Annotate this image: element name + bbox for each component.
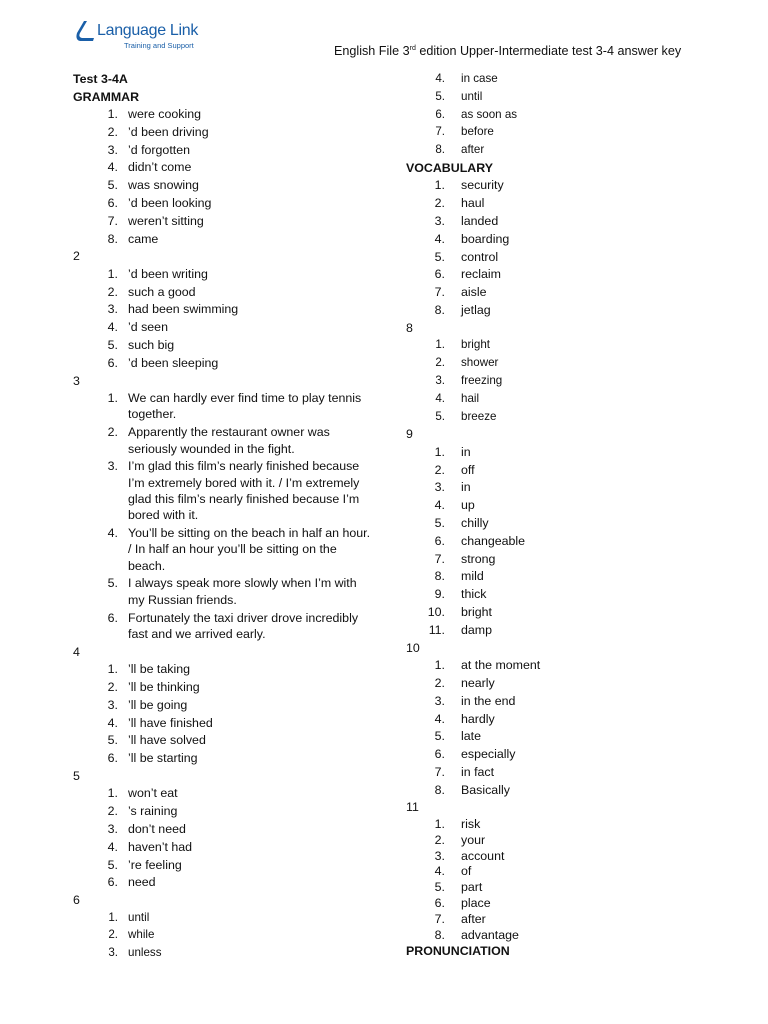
test-title: Test 3-4A [73, 72, 128, 86]
list-item [406, 568, 736, 584]
answer-text: up [461, 498, 475, 513]
answer-text: jetlag [461, 303, 491, 318]
answer-text: Basically [461, 782, 510, 797]
item-number: 7. [435, 125, 445, 139]
right-column [406, 71, 736, 961]
item-number: 7. [434, 551, 445, 566]
item-number: 5. [435, 409, 445, 423]
item-number: 2. [107, 679, 118, 694]
answer-list [73, 266, 373, 371]
answer-text: You’ll be sitting on the beach in half an hour. / In half an hour you’ll be sitting on the beach. [128, 526, 371, 573]
answer-text: late [461, 729, 481, 744]
answer-text: account [461, 848, 505, 863]
item-number: 6. [434, 895, 445, 910]
answer-text: boarding [461, 231, 510, 246]
answer-text: were cooking [128, 107, 202, 121]
item-number: 3. [107, 697, 118, 712]
item-number: 1. [435, 338, 445, 352]
answer-text: won’t eat [128, 786, 178, 801]
answer-text: as soon as [461, 107, 518, 121]
item-number: 11. [428, 622, 445, 637]
item-number: 2. [434, 675, 445, 690]
answer-list [73, 661, 373, 766]
item-number: 4. [107, 320, 118, 335]
answer-text: haven’t had [128, 839, 193, 854]
item-number: 2. [107, 425, 118, 440]
answer-text: Fortunately the taxi driver drove incredibly fast and we arrived early. [128, 610, 359, 641]
list-item [406, 896, 736, 910]
answer-text: had been swimming [128, 302, 239, 317]
list-item [406, 675, 736, 691]
answer-text: ’d forgotten [128, 142, 190, 157]
list-item [73, 610, 373, 643]
item-number: 5. [107, 338, 118, 353]
item-number: 6. [434, 267, 445, 282]
item-number: 4. [434, 864, 445, 879]
answer-text: your [461, 832, 486, 847]
list-item [73, 355, 373, 371]
list-item [406, 586, 736, 602]
grammar-sections [73, 106, 373, 962]
list-item [73, 213, 373, 229]
list-item [406, 213, 736, 229]
list-item [73, 945, 373, 961]
item-number: 5. [434, 729, 445, 744]
list-item [406, 782, 736, 798]
answer-text: ’d been driving [128, 124, 209, 139]
item-number: 6. [107, 195, 118, 210]
item-number: 3. [107, 459, 118, 474]
answer-text: ’ll be thinking [128, 679, 200, 694]
list-item [73, 266, 373, 282]
item-number: 1. [107, 662, 118, 677]
logo-tagline: Training and Support [124, 41, 194, 50]
answer-text: nearly [461, 675, 495, 690]
item-number: 1. [434, 816, 445, 831]
list-item [406, 622, 736, 638]
answer-text: ’re feeling [128, 857, 182, 872]
list-item [73, 390, 373, 423]
item-number: 2. [434, 196, 445, 211]
answer-text: We can hardly ever find time to play tennis together. [128, 391, 362, 422]
item-number: 3. [434, 214, 445, 229]
item-number: 6. [107, 355, 118, 370]
list-item [406, 249, 736, 265]
item-number: 2. [108, 928, 118, 942]
item-number: 6. [107, 751, 118, 766]
answer-text: part [461, 880, 483, 895]
item-number: 5. [434, 249, 445, 264]
item-number: 1. [107, 391, 118, 406]
answer-list [406, 657, 736, 798]
answer-text: security [461, 178, 504, 193]
list-item [406, 337, 736, 353]
answer-text: hardly [461, 711, 495, 726]
item-number: 4. [107, 839, 118, 854]
answer-text: breeze [461, 409, 497, 423]
logo-mark-icon [76, 20, 96, 44]
item-number: 4. [434, 498, 445, 513]
answer-text: while [128, 928, 155, 942]
list-item [406, 195, 736, 211]
item-number: 5. [107, 576, 118, 591]
item-number: 4. [107, 526, 118, 541]
section-number: 4 [73, 644, 80, 659]
item-number: 8. [107, 231, 118, 246]
list-item [73, 839, 373, 855]
answer-text: such big [128, 338, 175, 353]
item-number: 7. [434, 764, 445, 779]
item-number: 3. [107, 302, 118, 317]
answer-text: came [128, 231, 159, 246]
item-number: 3. [108, 946, 118, 960]
answer-text: bright [461, 605, 492, 620]
section-number: 2 [73, 249, 80, 264]
list-item [73, 337, 373, 353]
list-item [406, 497, 736, 513]
list-item [73, 857, 373, 873]
item-number: 1. [107, 786, 118, 801]
answer-text: was snowing [128, 178, 199, 193]
answer-text: ’ll have finished [128, 715, 213, 730]
list-item [73, 177, 373, 193]
item-number: 1. [434, 178, 445, 193]
item-number: 8. [434, 569, 445, 584]
list-item [73, 424, 373, 457]
list-item [406, 515, 736, 531]
answer-list [73, 390, 373, 642]
answer-text: ’ll be starting [128, 751, 198, 766]
list-item [73, 697, 373, 713]
answer-list [406, 337, 736, 424]
item-number: 5. [107, 178, 118, 193]
answer-text: ’d been writing [128, 266, 208, 281]
list-item [406, 693, 736, 709]
answer-text: bright [461, 338, 491, 352]
section-6-continued [406, 71, 736, 158]
list-item [406, 462, 736, 478]
answer-text: damp [461, 622, 492, 637]
list-item [73, 142, 373, 158]
list-item [406, 231, 736, 247]
list-item [73, 195, 373, 211]
answer-text: after [461, 911, 486, 926]
item-number: 1. [107, 266, 118, 281]
left-column [73, 71, 373, 963]
item-number: 5. [435, 89, 445, 103]
list-item [73, 803, 373, 819]
item-number: 1. [434, 444, 445, 459]
answer-text: ’ll have solved [128, 733, 206, 748]
item-number: 3. [435, 373, 445, 387]
answer-text: weren’t sitting [128, 213, 204, 228]
list-item [406, 912, 736, 926]
answer-text: unless [128, 946, 162, 960]
answer-text: control [461, 249, 499, 264]
item-number: 4. [434, 231, 445, 246]
section-number: 3 [73, 373, 80, 388]
item-number: 2. [107, 804, 118, 819]
answer-text: before [461, 125, 494, 139]
list-item [406, 604, 736, 620]
list-item [73, 284, 373, 300]
answer-list [73, 785, 373, 890]
answer-text: ’d been sleeping [128, 355, 219, 370]
section-number: 6 [73, 893, 80, 908]
list-item [406, 864, 736, 878]
answer-text: chilly [461, 516, 489, 531]
item-number: 10. [427, 605, 445, 620]
item-number: 2. [107, 124, 118, 139]
list-item [406, 142, 736, 158]
list-item [406, 849, 736, 863]
list-item [406, 124, 736, 140]
answer-text: until [461, 89, 483, 103]
answer-list [406, 817, 736, 942]
list-item [406, 764, 736, 780]
list-item [406, 266, 736, 282]
list-item [406, 817, 736, 831]
list-item [406, 302, 736, 318]
item-number: 3. [107, 142, 118, 157]
answer-list [406, 444, 736, 638]
answer-text: didn’t come [128, 160, 192, 175]
document-title: English File 3rd edition Upper-Intermediate test 3-4 answer key [334, 44, 682, 58]
list-item [73, 750, 373, 766]
answer-text: strong [461, 551, 496, 566]
item-number: 3. [434, 480, 445, 495]
list-item [406, 833, 736, 847]
answer-text: ’ll be taking [128, 662, 190, 677]
item-number: 6. [107, 875, 118, 890]
item-number: 9. [434, 587, 445, 602]
answer-text: place [461, 895, 491, 910]
answer-text: advantage [461, 927, 519, 942]
answer-text: especially [461, 747, 516, 762]
list-item [406, 391, 736, 407]
item-number: 6. [434, 747, 445, 762]
list-item [406, 533, 736, 549]
vocabulary-list [406, 177, 736, 318]
list-item [406, 71, 736, 87]
item-number: 4. [435, 391, 445, 405]
answer-text: in [461, 444, 471, 459]
item-number: 4. [434, 711, 445, 726]
answer-text: in [461, 480, 471, 495]
answer-text: ’s raining [128, 804, 178, 819]
grammar-heading: GRAMMAR [73, 89, 140, 104]
item-number: 1. [108, 910, 118, 924]
section-number: 9 [406, 427, 413, 442]
list-item [406, 551, 736, 567]
vocabulary-sections [406, 320, 736, 942]
item-number: 6. [107, 610, 118, 625]
answer-text: at the moment [461, 658, 541, 673]
item-number: 4. [107, 715, 118, 730]
item-number: 8. [435, 143, 445, 157]
item-number: 3. [434, 848, 445, 863]
list-item [406, 177, 736, 193]
list-item [73, 575, 373, 608]
answer-text: I always speak more slowly when I’m with my Russian friends. [128, 576, 357, 607]
list-item [406, 284, 736, 300]
answer-list [73, 106, 373, 247]
list-item [406, 373, 736, 389]
item-number: 2. [107, 284, 118, 299]
item-number: 2. [435, 356, 445, 370]
list-item [73, 661, 373, 677]
answer-text: aisle [461, 285, 487, 300]
list-item [73, 821, 373, 837]
answer-text: in the end [461, 693, 516, 708]
list-item [73, 910, 373, 926]
answer-text: Apparently the restaurant owner was seriously wounded in the fight. [128, 425, 330, 456]
list-item [73, 715, 373, 731]
list-item [73, 732, 373, 748]
item-number: 7. [434, 285, 445, 300]
list-item [406, 89, 736, 105]
answer-text: don’t need [128, 821, 186, 836]
list-item [73, 525, 373, 574]
item-number: 1. [107, 107, 118, 121]
answer-text: landed [461, 214, 499, 229]
answer-text: ’d seen [128, 320, 168, 335]
item-number: 4. [107, 160, 118, 175]
answer-text: ’ll be going [128, 697, 188, 712]
section-number: 10 [406, 640, 420, 655]
list-item [73, 124, 373, 140]
list-item [406, 409, 736, 425]
answer-text: need [128, 875, 156, 890]
logo-name: Language Link [97, 22, 199, 39]
list-item [406, 107, 736, 123]
list-item [73, 319, 373, 335]
list-item [73, 874, 373, 890]
item-number: 7. [434, 911, 445, 926]
item-number: 4. [435, 72, 445, 85]
answer-text: until [128, 910, 150, 924]
list-item [406, 928, 736, 942]
list-item [406, 444, 736, 460]
answer-text: ’d been looking [128, 195, 212, 210]
item-number: 1. [434, 658, 445, 673]
list-item [406, 657, 736, 673]
vocabulary-heading: VOCABULARY [406, 160, 493, 175]
answer-text: such a good [128, 284, 196, 299]
answer-text: hail [461, 391, 480, 405]
list-item [406, 728, 736, 744]
item-number: 2. [434, 832, 445, 847]
item-number: 5. [434, 516, 445, 531]
item-number: 5. [107, 857, 118, 872]
item-number: 3. [434, 693, 445, 708]
answer-text: in case [461, 72, 498, 85]
answer-text: off [461, 462, 475, 477]
list-item [406, 880, 736, 894]
item-number: 5. [107, 733, 118, 748]
answer-list [73, 910, 373, 962]
list-item [406, 479, 736, 495]
answer-text: of [461, 864, 472, 879]
list-item [73, 785, 373, 801]
item-number: 2. [434, 462, 445, 477]
item-number: 6. [434, 533, 445, 548]
answer-text: after [461, 143, 485, 157]
answer-text: I’m glad this film’s nearly finished because I’m extremely bored with it. / I’m extremely glad this film’s nearly finished because I’m bored with it. [128, 459, 360, 523]
list-item [73, 159, 373, 175]
item-number: 5. [434, 880, 445, 895]
item-number: 7. [107, 213, 118, 228]
answer-text: freezing [461, 373, 503, 387]
section-number: 5 [73, 768, 80, 783]
list-item [73, 679, 373, 695]
answer-text: thick [461, 587, 487, 602]
list-item [406, 711, 736, 727]
answer-text: reclaim [461, 267, 501, 282]
section-number: 8 [406, 320, 413, 335]
list-item [73, 927, 373, 943]
list-item [73, 301, 373, 317]
list-item [73, 231, 373, 247]
answer-text: shower [461, 356, 499, 370]
section-number: 11 [406, 800, 419, 815]
list-item [73, 106, 373, 122]
pronunciation-heading: PRONUNCIATION [406, 944, 510, 959]
item-number: 6. [435, 107, 445, 121]
list-item [73, 458, 373, 523]
item-number: 8. [434, 927, 445, 942]
list-item [406, 746, 736, 762]
list-item [406, 355, 736, 371]
item-number: 8. [434, 782, 445, 797]
language-link-logo [76, 18, 216, 54]
answer-text: haul [461, 196, 485, 211]
item-number: 3. [107, 821, 118, 836]
answer-text: risk [461, 816, 481, 831]
answer-text: in fact [461, 764, 495, 779]
answer-text: mild [461, 569, 484, 584]
answer-text: changeable [461, 533, 526, 548]
item-number: 8. [434, 303, 445, 318]
